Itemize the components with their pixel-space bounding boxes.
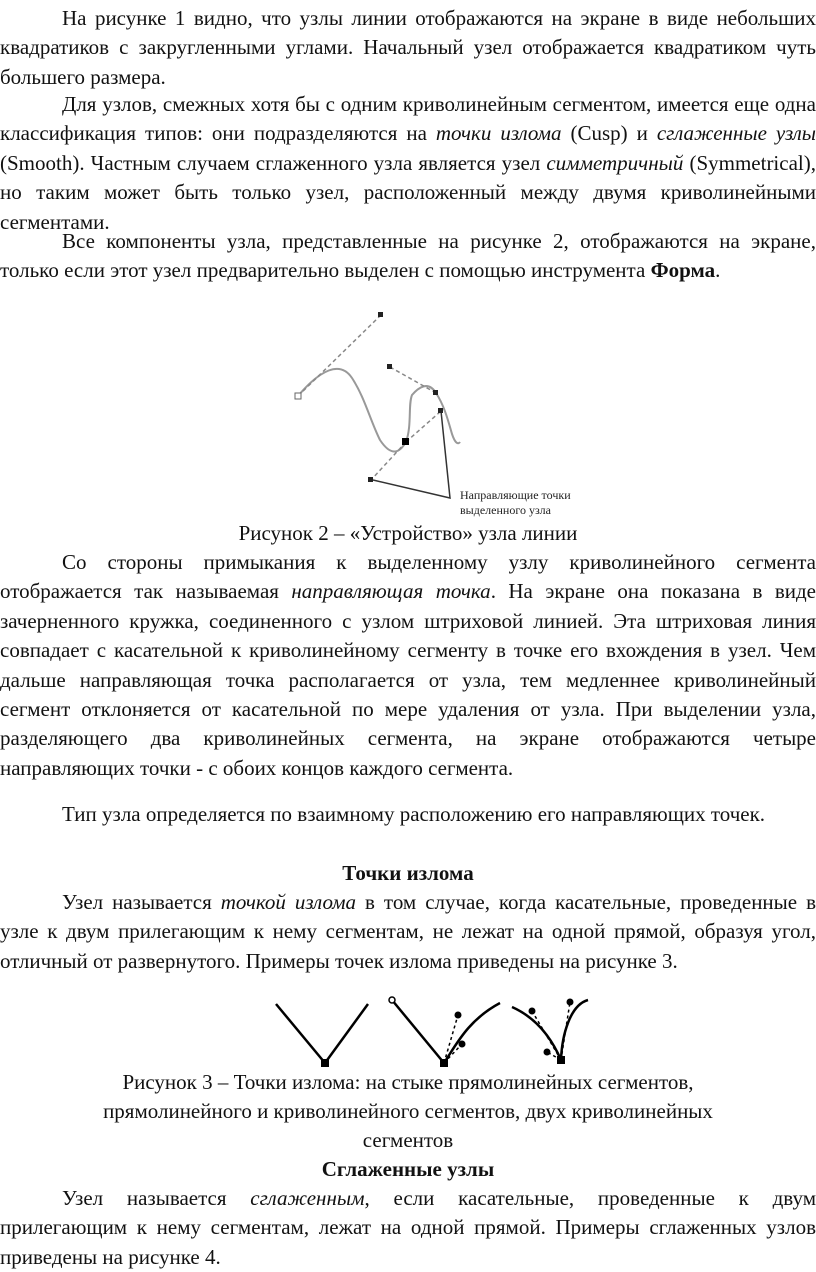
figure-3-caption-line-2: прямолинейного и криволинейного сегментов, двух криволинейных — [103, 1099, 713, 1123]
pointer-line — [373, 411, 450, 498]
paragraph-nodes-display — [0, 4, 816, 92]
figure-2-label: выделенного узла — [460, 503, 551, 517]
figure-3-caption-line-3: сегментов — [362, 1128, 454, 1152]
control-point — [378, 312, 383, 317]
figure-2-caption: Рисунок 2 – «Устройство» узла линии — [238, 521, 578, 545]
paragraph-text: в том случае, когда касательные, проведенные в узле к двум прилегающим к нему сегментам, не лежат на одной прямой, образуя угол, отличный от развернутого. Примеры точек излома приведены на рисунке 3. — [0, 890, 816, 973]
selected-node — [402, 438, 409, 445]
term-smooth: сглаженные узлы — [656, 121, 816, 146]
tangent-dashed-line — [298, 315, 381, 396]
paragraph-smooth-definition — [0, 1184, 816, 1272]
cusp-straight-segments — [276, 1004, 368, 1067]
paragraph-text: (Smooth). Частным случаем сглаженного узла является узел — [0, 150, 547, 175]
paragraph-text: (Symmetrical), но таким может быть только узел, расположенный между двумя криволинейными сегментами. — [0, 150, 816, 234]
paragraph-text: Со стороны примыкания к выделенному узлу криволинейного сегмента отображается так называемая — [0, 550, 816, 604]
heading-smooth: Сглаженные узлы — [321, 1157, 495, 1181]
paragraph-text: Тип узла определяется по взаимному расположению его направляющих точек. — [62, 802, 766, 826]
cusp-two-curves — [512, 999, 588, 1065]
cusp-straight-and-curve — [389, 997, 500, 1067]
term-symmetrical: симметричный — [546, 150, 684, 175]
paragraph-text: , если касательные, проведенные к двум прилегающим к нему сегментам, лежат на одной прямой. Примеры сглаженных узлов приведены на рисунке 4. — [0, 1186, 816, 1269]
figure-2-node-structure — [290, 305, 610, 520]
term-control-point: направляющая точка — [291, 579, 491, 604]
figure-3-cusp-examples — [265, 992, 595, 1072]
term-shape-tool: Форма — [650, 258, 716, 283]
control-point — [368, 477, 373, 482]
control-point — [438, 408, 443, 413]
paragraph-node-types — [0, 90, 816, 237]
paragraph-text: . На экране она показана в виде зачерненного кружка, соединенного с узлом штриховой линией. Эта штриховая линия совпадает с касательной к криволинейному сегменту в точке его вхождения в узел. Чем дальше направляющая точка располагается от узла, тем медленнее криволинейный сегмент отклоняется от касательной по мере удаления от узла. При выделении узла, разделяющего два криволинейных сегмента, на экране отображаются четыре направляющих точки - с обоих концов каждого сегмента. — [0, 579, 816, 780]
figure-2-label: Направляющие точки — [460, 488, 571, 502]
paragraph-text: Узел называется — [62, 890, 221, 914]
paragraph-text: Для узлов, смежных хотя бы с одним криволинейным сегментом, имеется еще одна классификация типов: они подразделяются на — [0, 92, 816, 146]
heading-cusp: Точки излома — [342, 861, 474, 885]
control-point — [387, 364, 392, 369]
tangent-dashed-line — [371, 442, 406, 480]
term-cusp: точкой излома — [220, 890, 357, 914]
paragraph-text: (Cusp) и — [561, 121, 657, 146]
paragraph-text: Узел называется — [62, 1186, 251, 1210]
tangent-dashed-line — [406, 411, 441, 442]
tangent-dashed-line — [390, 367, 436, 393]
paragraph-cusp-definition — [0, 888, 816, 976]
paragraph-node-type-rule — [0, 800, 816, 829]
paragraph-text: . — [715, 258, 721, 283]
term-smooth: сглаженным — [250, 1186, 365, 1210]
control-point — [433, 390, 438, 395]
paragraph-text: На рисунке 1 видно, что узлы линии отображаются на экране в виде небольших квадратиков с закругленными углами. Начальный узел отображается квадратиком чуть большего размера. — [0, 6, 816, 89]
paragraph-text: Все компоненты узла, представленные на рисунке 2, отображаются на экране, только если этот узел предварительно выделен с помощью инструмента — [0, 229, 816, 283]
term-cusp: точки излома — [435, 121, 562, 146]
paragraph-control-point — [0, 548, 816, 783]
paragraph-node-components — [0, 227, 816, 286]
figure-3-caption-line-1: Рисунок 3 – Точки излома: на стыке прямолинейных сегментов, — [122, 1070, 694, 1094]
start-node — [295, 393, 301, 399]
curve-segment — [298, 369, 460, 452]
